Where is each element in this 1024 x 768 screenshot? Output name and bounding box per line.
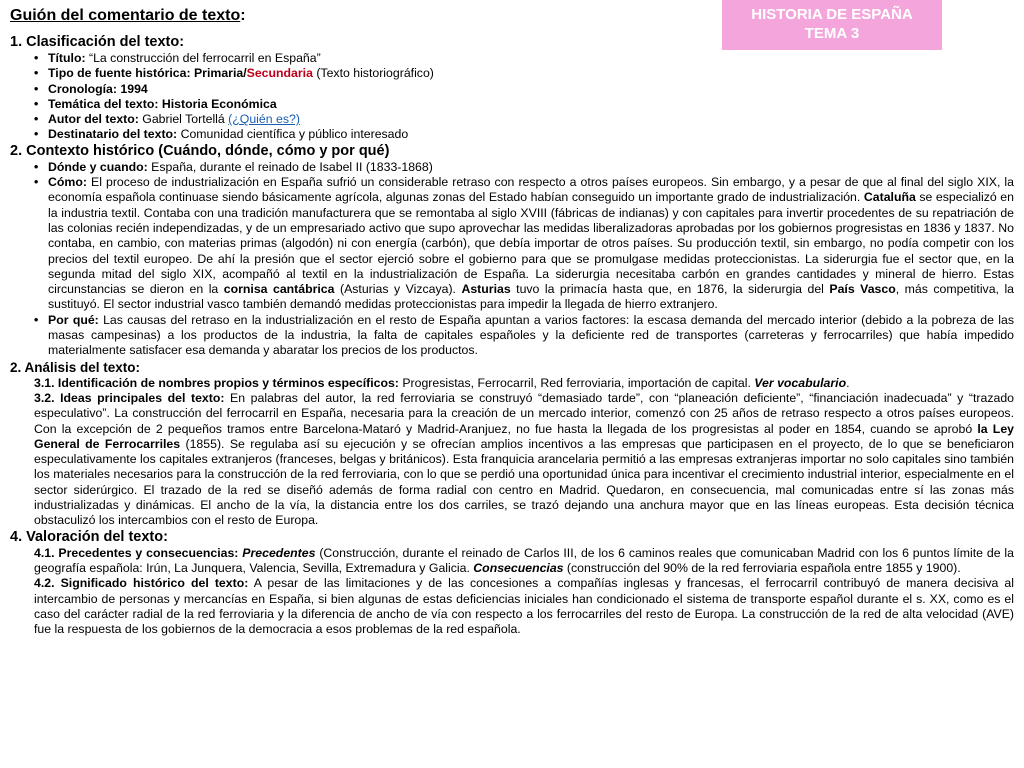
paragraph-3-2: 3.2. Ideas principales del texto: En palabras del autor, la red ferroviaria se construyó “demasiado tarde”, con “planeación deficiente”, “financiación inadecuada” y “trazado especulativo”. La construcción del ferrocarril en España, necesaria para la creación de un mercado interior, comenzó con 25 años de retraso respecto a otros países europeos. Con la excepción de 2 pequeños tramos entre Barcelona-Mataró y Madrid-Aranjuez, no fue hasta la llegada de los progresistas al poder en 1854, cuando se aprobó la Ley General de Ferrocarriles (1855). Se regulaba así su ejecución y se ofrecían amplios incentivos a las empresas que participasen en el proyecto, de lo que se beneficiaron especulativamente los capitales extranjeros (franceses, belgas y británicos). Esta franquicia arancelaria permitió a las empresas extranjeras importar no solo capitales sino también los materiales necesarios para la construcción de la red ferroviaria, con lo que se perdió una oportunidad única para incentivar el crecimiento industrial interior, especialmente en el sector siderúrgico. El trazado de la red se diseñó además de forma radial con centro en Madrid. Quedaron, en consecuencia, mal comunicadas entre sí las zonas más industrializadas y dinámicas. El ancho de la vía, la distancia entre los dos carriles, se trazó dejando una anchura mayor que en las líneas europeas. Esta decisión técnica obstaculizó los intercambios con el resto de Europa.: [34, 390, 1015, 528]
section-1-list: [10, 51, 1014, 143]
list-item: • Cronología: 1994: [48, 82, 1014, 97]
list-item: • Dónde y cuando: España, durante el reinado de Isabel II (1833-1868): [48, 160, 1014, 175]
section-2-heading: 2. Contexto histórico (Cuándo, dónde, cómo y por qué): [10, 142, 390, 159]
section-2-list: [10, 160, 1014, 359]
paragraph-3-1: 3.1. Identificación de nombres propios y términos específicos: Progresistas, Ferrocarril, Red ferroviaria, importación de capital. Ver vocabulario.: [34, 375, 850, 390]
list-item: • Temática del texto: Historia Económica: [48, 97, 1014, 112]
author-info-link[interactable]: (¿Quién es?): [228, 112, 300, 127]
document-body: [10, 4, 1014, 637]
page-title: Guión del comentario de texto:: [10, 7, 246, 24]
list-item: • Título: “La construcción del ferrocarril en España”: [48, 51, 1014, 66]
section-3-heading: 2. Análisis del texto:: [10, 359, 141, 375]
paragraph-4-1: 4.1. Precedentes y consecuencias: Precedentes (Construcción, durante el reinado de Carlos III, de los 6 caminos reales que comunicaban Madrid con los 6 puntos límite de la geografía española: Irún, La Junquera, Valencia, Sevilla, Extremadura y Galicia. Consecuencias (construcción del 90% de la red ferroviaria española entre 1855 y 1900).: [34, 545, 1014, 575]
section-4-heading: 4. Valoración del texto:: [10, 528, 168, 545]
badge-subject: HISTORIA DE ESPAÑA: [751, 6, 913, 23]
list-item: • Destinatario del texto: Comunidad científica y público interesado: [48, 127, 1014, 142]
section-1-heading: 1. Clasificación del texto:: [10, 34, 185, 50]
paragraph-4-2: 4.2. Significado histórico del texto: A pesar de las limitaciones y de las concesiones a compañías inglesas y francesas, el ferrocarril contribuyó de manera decisiva al intercambio de personas y mercancías en España, si bien algunas de estas deficiencias iniciales han condicionado el sistema de transporte español durante el s. XX, como es el caso del carácter radial de la red ferroviaria y la diferencia de ancho de vía con respecto a los ferrocarriles del resto de Europa. La construcción de la red de alta velocidad (AVE) fue la respuesta de los gobiernos de la democracia a esos problemas de la red española.: [34, 576, 1014, 637]
badge-topic: TEMA 3: [804, 25, 860, 42]
list-item: • Autor del texto: Gabriel Tortellá (¿Quién es?): [48, 112, 1014, 127]
list-item: • Cómo: El proceso de industrialización en España sufrió un considerable retraso con respecto a otros países europeos. Sin embargo, y a pesar de que al final del siglo XIX, la economía española continuase siendo básicamente agrícola, algunas zonas del Estado habían conseguido un importante grado de industrialización. Cataluña se especializó en la industria textil. Contaba con una tradición manufacturera que se remontaba al siglo XVIII (fábricas de indianas) y con capitales para invertir procedentes de su repatriación de las colonias recién independizadas, y de un empresariado activo que supo aprovechar las medidas liberalizadoras aprobadas por los gobiernos progresistas en 1836 y 1837. No contaba, en cambio, con materias primas (algodón) ni con energía (carbón), que debía importar de otros países. Su producción textil, sin embargo, no podía competir con los precios del textil europeo. De ahí la presión que el sector ejerció sobre el gobierno para que se promulgase medidas proteccionistas. La siderurgia fue el sector que, en la segunda mitad del siglo XIX, acompañó al textil en la industrialización de España. La siderurgia necesitaba carbón en grandes cantidades y mineral de hierro. Estas circunstancias se dieron en la cornisa cantábrica (Asturias y Vizcaya). Asturias tuvo la primacía hasta que, en 1876, la siderurgia del País Vasco, más competitiva, la sustituyó. El sector industrial vasco también demandó medidas proteccionistas para impedir la llegada de hierro extranjero.: [48, 175, 1014, 313]
list-item: • Tipo de fuente histórica: Primaria/Secundaria (Texto historiográfico): [48, 66, 1014, 81]
list-item: • Por qué: Las causas del retraso en la industrialización en el resto de España apuntan a varios factores: la escasa demanda del mercado interior (debido a la pobreza de las masas campesinas) a los productos de la industria, la falta de capitales españoles y la deficiente red de transportes (carreteras y ferrocarriles) que había impedido materialmente satisfacer esa demanda y abaratar los precios de los productos.: [48, 313, 1014, 359]
